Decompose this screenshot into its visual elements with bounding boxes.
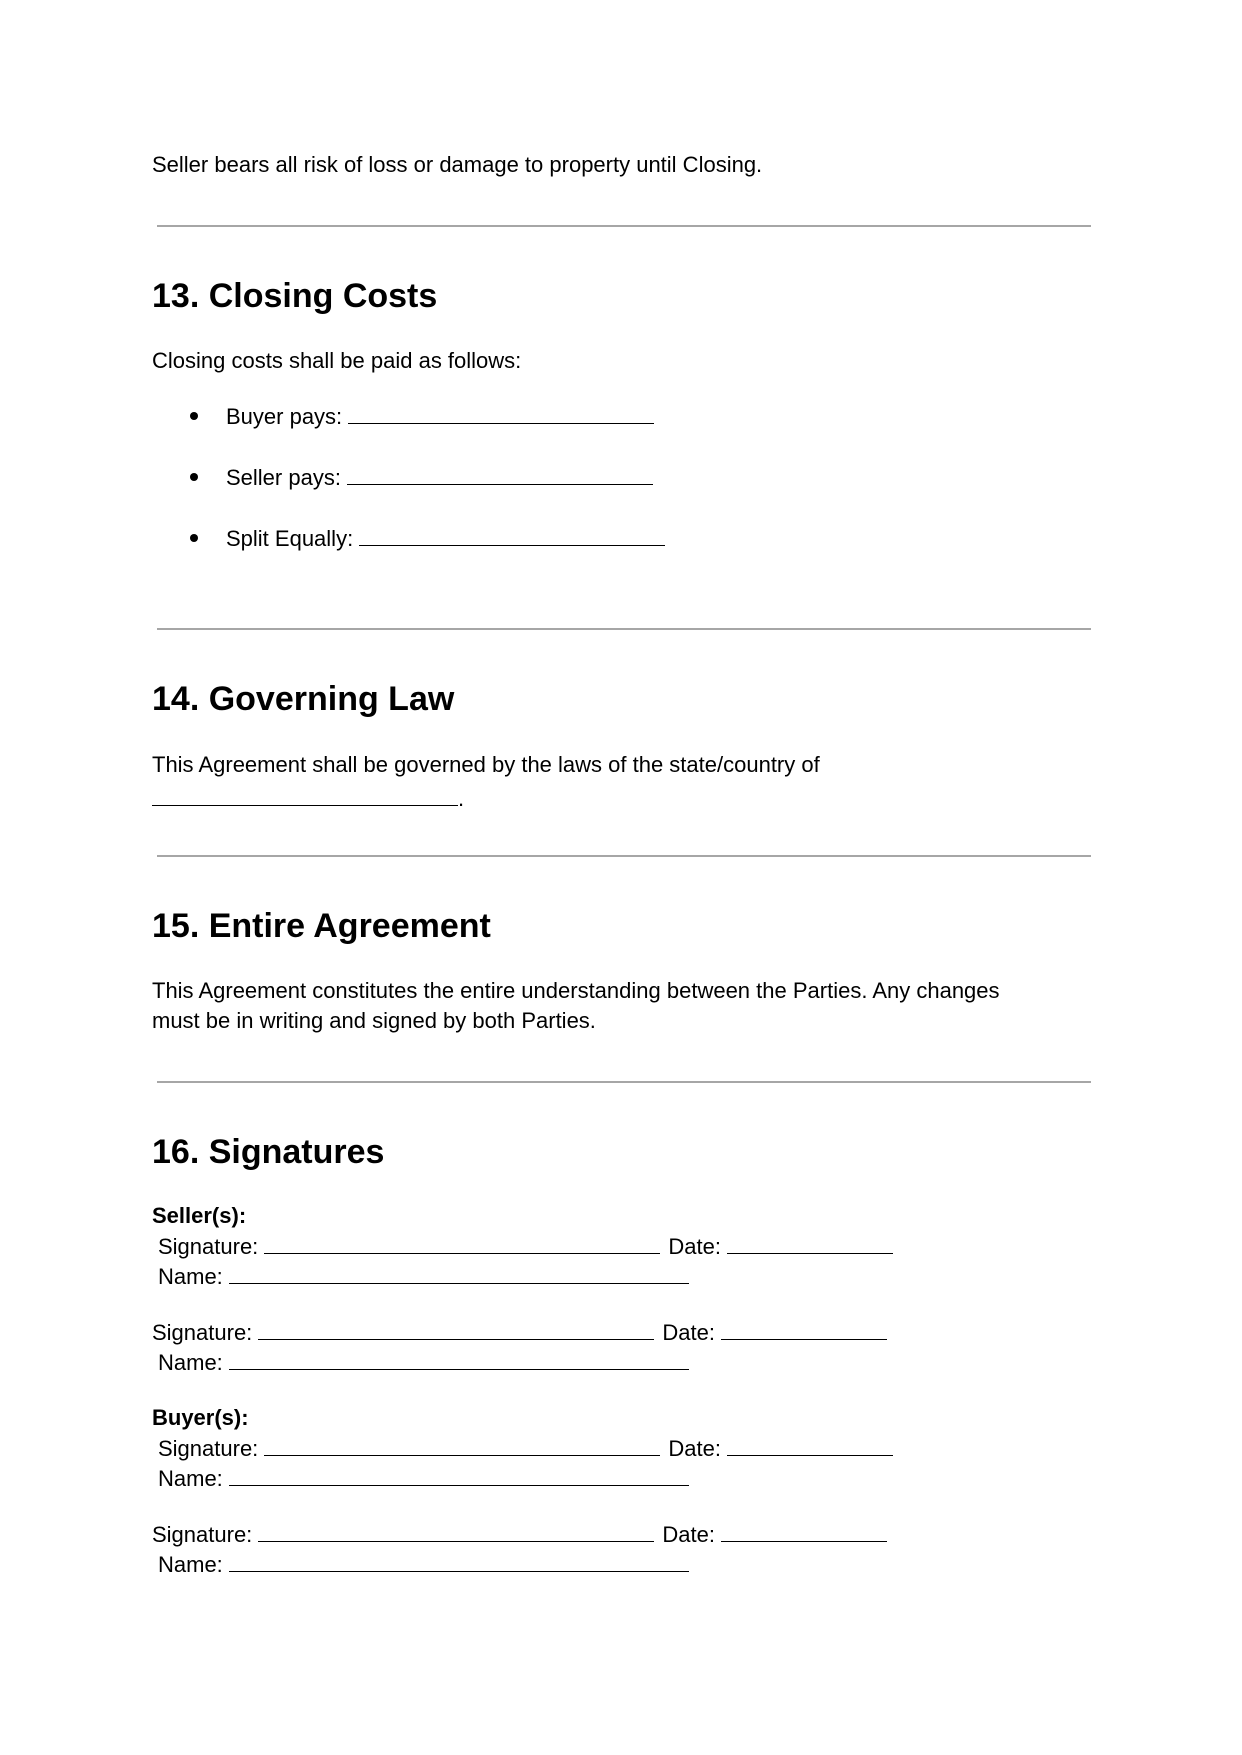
- signature-label: Signature:: [158, 1234, 259, 1259]
- buyer-pays-item: [226, 401, 654, 432]
- seller-2-name-field[interactable]: [229, 1347, 689, 1370]
- buyers-label: Buyer(s):: [152, 1405, 249, 1430]
- signature-label: Signature:: [158, 1436, 259, 1461]
- buyer-1-name-field[interactable]: [229, 1463, 689, 1486]
- seller-1-signature-row: [158, 1231, 893, 1262]
- buyer-pays-field[interactable]: [348, 401, 654, 424]
- name-label: Name:: [158, 1264, 223, 1289]
- bullet-icon: [190, 473, 198, 481]
- buyer-pays-label: Buyer pays:: [226, 404, 343, 429]
- seller-pays-label: Seller pays:: [226, 465, 341, 490]
- seller-2-signature-field[interactable]: [258, 1317, 654, 1340]
- seller-1-name-field[interactable]: [229, 1261, 689, 1284]
- sellers-label: Seller(s):: [152, 1203, 247, 1228]
- buyer-1-name-row: [158, 1463, 689, 1494]
- date-label: Date:: [662, 1522, 716, 1547]
- section-divider: [157, 225, 1091, 227]
- seller-1-signature-field[interactable]: [264, 1231, 660, 1254]
- name-label: Name:: [158, 1552, 223, 1577]
- buyer-1-signature-row: [158, 1433, 893, 1464]
- bullet-icon: [190, 412, 198, 420]
- governing-law-text: This Agreement shall be governed by the laws of the state/country of: [152, 752, 820, 777]
- seller-2-name-row: [158, 1347, 689, 1378]
- split-equally-label: Split Equally:: [226, 526, 354, 551]
- bullet-icon: [190, 534, 198, 542]
- buyer-2-date-field[interactable]: [721, 1519, 887, 1542]
- seller-pays-field[interactable]: [347, 462, 653, 485]
- buyer-2-name-field[interactable]: [229, 1549, 689, 1572]
- section-divider: [157, 628, 1091, 630]
- name-label: Name:: [158, 1466, 223, 1491]
- split-equally-item: [226, 523, 665, 554]
- seller-1-date-field[interactable]: [727, 1231, 893, 1254]
- section-14-heading: 14. Governing Law: [152, 680, 455, 718]
- name-label: Name:: [158, 1350, 223, 1375]
- buyer-2-signature-row: [152, 1519, 887, 1550]
- buyer-2-name-row: [158, 1549, 689, 1580]
- seller-pays-item: [226, 462, 653, 493]
- section-15-heading: 15. Entire Agreement: [152, 907, 491, 945]
- seller-2-date-field[interactable]: [721, 1317, 887, 1340]
- date-label: Date:: [662, 1320, 716, 1345]
- section-divider: [157, 855, 1091, 857]
- date-label: Date:: [668, 1436, 722, 1461]
- buyer-2-signature-field[interactable]: [258, 1519, 654, 1542]
- section-16-heading: 16. Signatures: [152, 1133, 385, 1171]
- signature-label: Signature:: [152, 1522, 253, 1547]
- governing-law-period: .: [458, 786, 465, 811]
- split-equally-field[interactable]: [359, 523, 665, 546]
- entire-agreement-line-2: must be in writing and signed by both Parties.: [152, 1008, 596, 1033]
- seller-2-signature-row: [152, 1317, 887, 1348]
- entire-agreement-line-1: This Agreement constitutes the entire understanding between the Parties. Any changes: [152, 978, 1000, 1003]
- governing-law-field[interactable]: [152, 783, 458, 806]
- buyer-1-date-field[interactable]: [727, 1433, 893, 1456]
- seller-1-name-row: [158, 1261, 689, 1292]
- section-divider: [157, 1081, 1091, 1083]
- closing-costs-intro: Closing costs shall be paid as follows:: [152, 348, 522, 373]
- section-13-heading: 13. Closing Costs: [152, 277, 438, 315]
- governing-law-line: [152, 783, 464, 814]
- risk-of-loss-text: Seller bears all risk of loss or damage to property until Closing.: [152, 152, 763, 177]
- buyer-1-signature-field[interactable]: [264, 1433, 660, 1456]
- signature-label: Signature:: [152, 1320, 253, 1345]
- date-label: Date:: [668, 1234, 722, 1259]
